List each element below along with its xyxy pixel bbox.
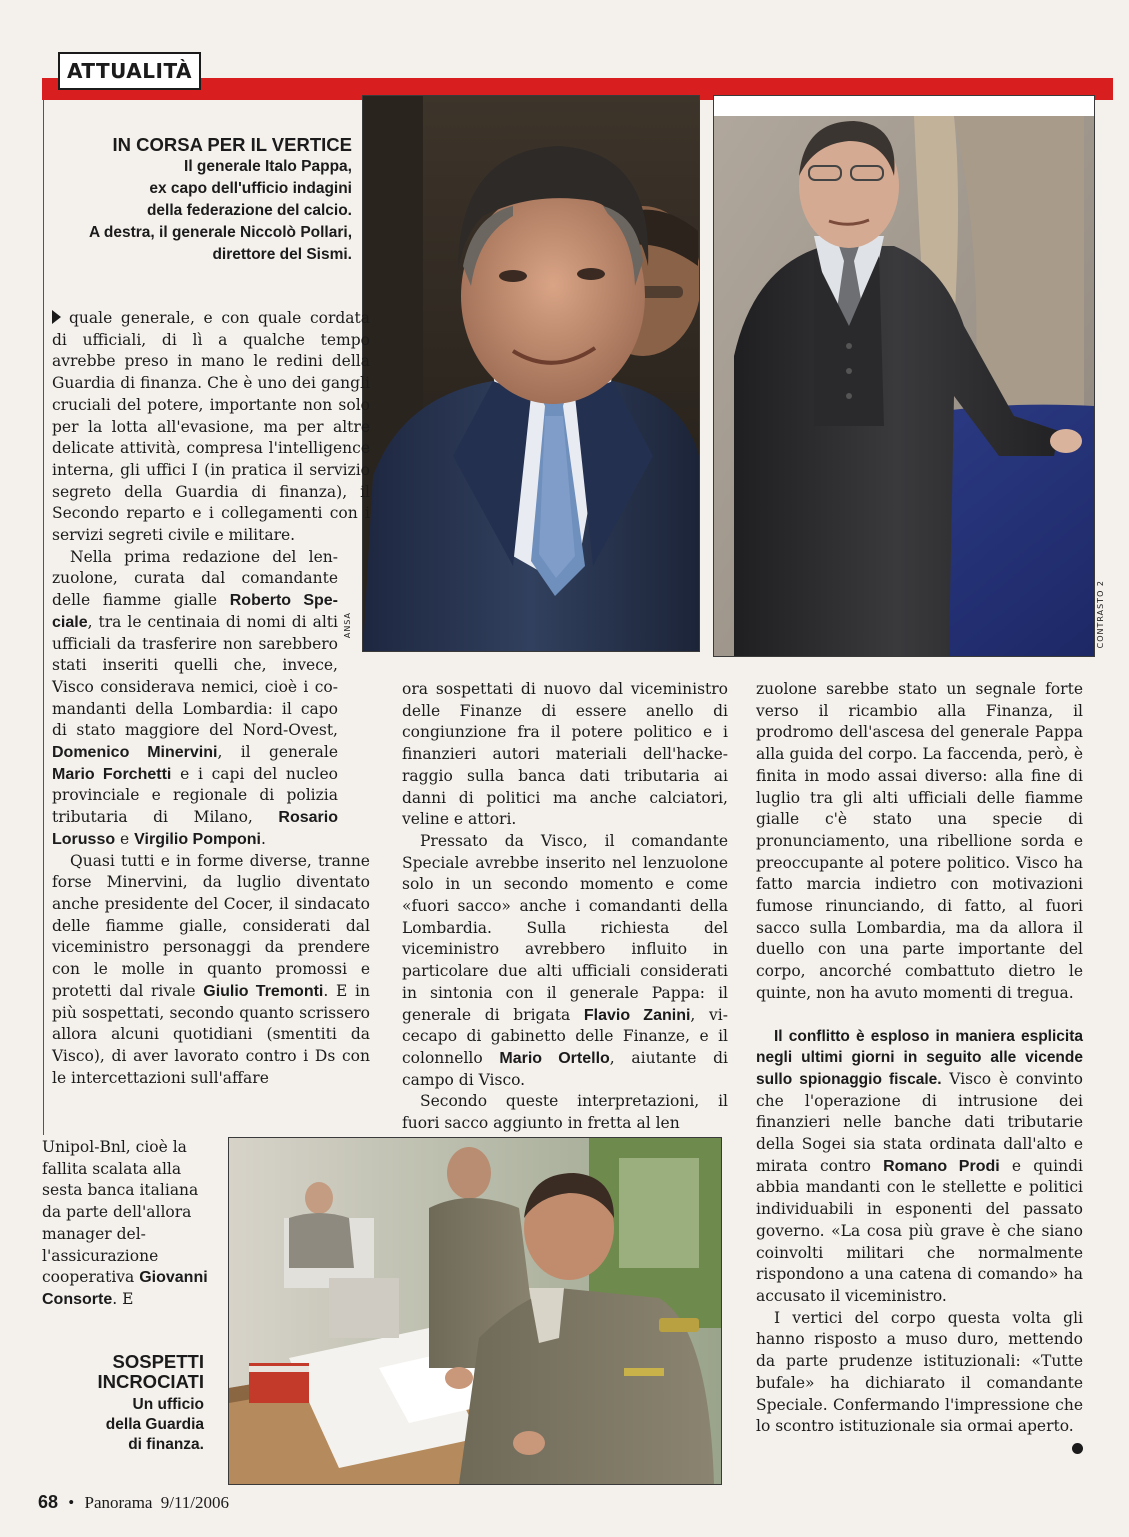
article-column-1-tail [42,1137,208,1311]
paragraph: Secondo queste interpretazioni, il fuori sacco aggiunto in fretta al len [402,1092,728,1133]
page-footer [38,1492,229,1513]
caption-line: della Guardia [105,1416,204,1433]
issue-date: 9/11/2006 [160,1493,230,1512]
caption-top [60,134,352,266]
article-column-2 [402,679,728,1135]
paragraph: Quasi tutti e in forme diverse, tranne forse Minervini, da luglio diventato anche presidente del Cocer, il sindacato delle fiamme gialle, considerati dal viceministro personaggi da prendere con le molle in quanto promossi e protetti dal rivale Giulio Tremonti. E in più sospettati, secondo quanto scrissero allora alcuni quotidiani (smentiti da Visco), di aver lavorato contro i Ds con le intercettazioni sull'affare [52,851,370,1087]
photo-credit-ansa: ANSA [343,612,352,639]
section-label: ATTUALITÀ [58,52,201,90]
caption-line: A destra, il generale Niccolò Pollari, [88,224,352,241]
paragraph: Il conflitto è esploso in maniera esplicita negli ultimi giorni in seguito alle vicende sullo spionaggio fiscale. Visco è convinto che l'operazione di intrusione dei finanzieri nelle banche dati tributarie della Sogei sia stata ordinata dall'alto e mirata contro Romano Prodi e quindi abbia mandanti con le stellette e politici individuabili in esponenti del passato governo. «La cosa più grave è che siano coinvolti militari che normalmente rispondono a una catena di comando» ha accusato il viceministro. [756,1027,1083,1305]
photo-credit-contrasto: CONTRASTO 2 [1096,580,1105,649]
paragraph: ora sospettati di nuovo dal viceministro delle Finanze di essere anello di congiunzione fra il potere politico e i finanzieri autori materiali dell'hackeraggio sulla banca dati tributaria ai danni di politici ma anche calciatori, veline e attori. [402,680,728,829]
photo-italo-pappa [362,95,700,652]
article-start-marker-icon [52,310,61,324]
paragraph: zuolone sarebbe stato un segnale forte verso il ricambio alla Finanza, il prodromo dell'ascesa del generale Pappa alla guida del corpo. La faccenda, però, è finita in modo assai diverso: alla fine di luglio tra gli alti ufficiali delle fiamme gialle c'è stato una specie di pronunciamento, una ribellione sorda e preoccupante al potere politico. Visco ha fatto marcia indietro con motivazioni fumose rinunciando, di fatto, al fuori sacco sulla Lombardia, ma da allora il duello con una parte importante del corpo, ancorché combattuto dietro le quinte, non ha avuto momenti di tregua. [756,680,1083,1002]
magazine-name: Panorama [84,1493,153,1512]
paragraph: Nella prima redazione del lenzuolone, curata dal comandante delle fiamme gialle Roberto Speciale, tra le centinaia di nomi di alti ufficiali da trasferire non sarebbero stati inseriti quelli che, invece, Visco considerava nemici, cioè i comandanti della Lombardia: il capo di stato maggiore del Nord-Ovest, Domenico Minervini, il generale Mario Forchetti e i capi del nucleo provinciale e regionale di polizia tributaria di Milano, Rosario Lorusso e Virgilio Pomponi. [52,547,339,848]
footer-bullet: • [68,1493,75,1512]
paragraph: quale generale, e con quale cordata di ufficiali, di lì a qualche tempo avrebbe preso in mano le redini della Guardia di finanza. Che è uno dei gangli cruciali del potere, importante non solo per la lotta all'evasione, ma per altre delicate attività, compresa l'intelligence interna, gli uffici I (in pratica il servizio segreto della Guardia di finanza), il Secondo reparto e i collegamenti con i servizi segreti civile e militare. [52,309,370,545]
caption-title: IN CORSA PER IL VERTICE [112,134,352,155]
lead-in: Il conflitto è esploso in maniera esplicita negli ultimi giorni in seguito alle vicende sullo spionaggio fiscale. [756,1027,1083,1088]
caption-line: Il generale Italo Pappa, [184,158,352,175]
end-of-article-icon [1072,1443,1083,1454]
photo-niccolo-pollari [713,95,1095,657]
photo-guardia-di-finanza-office [228,1137,722,1485]
article-column-1 [52,308,370,1089]
paragraph: Pressato da Visco, il comandante Speciale avrebbe inserito nel lenzuolone solo in un secondo momento e come «fuori sacco» anche i comandanti della Lombardia. Sulla richiesta del viceministro avrebbero influito in particolare due alti ufficiali considerati in sintonia con il generale Pappa: il generale di brigata Flavio Zanini, vicecapo di gabinetto delle Finanze, e il colonnello Mario Ortello, aiutante di campo di Visco. [402,831,728,1089]
caption-line: direttore del Sismi. [212,246,352,263]
caption-title: INCROCIATI [97,1371,204,1392]
caption-line: della federazione del calcio. [146,202,352,219]
paragraph: Unipol-Bnl, cioè la fallita scalata alla sesta banca italiana da parte dell'allora manager dell'assicurazione cooperativa Giovanni Consorte. E [42,1138,208,1308]
caption-line: ex capo dell'ufficio indagini [149,180,352,197]
paragraph: I vertici del corpo questa volta gli hanno risposto a muso duro, mettendo da parte prudenze istituzionali: «Tutte bufale» ha dichiarato il comandante Speciale. Confermando l'impressione che lo scontro istituzionale sia ormai aperto. [756,1308,1083,1438]
caption-line: di finanza. [128,1436,204,1453]
caption-title: SOSPETTI [112,1351,204,1372]
caption-line: Un ufficio [132,1396,204,1413]
caption-bottom [62,1352,204,1455]
column-rule [43,100,44,1135]
article-column-3 [756,679,1083,1454]
page-number: 68 [38,1492,59,1512]
